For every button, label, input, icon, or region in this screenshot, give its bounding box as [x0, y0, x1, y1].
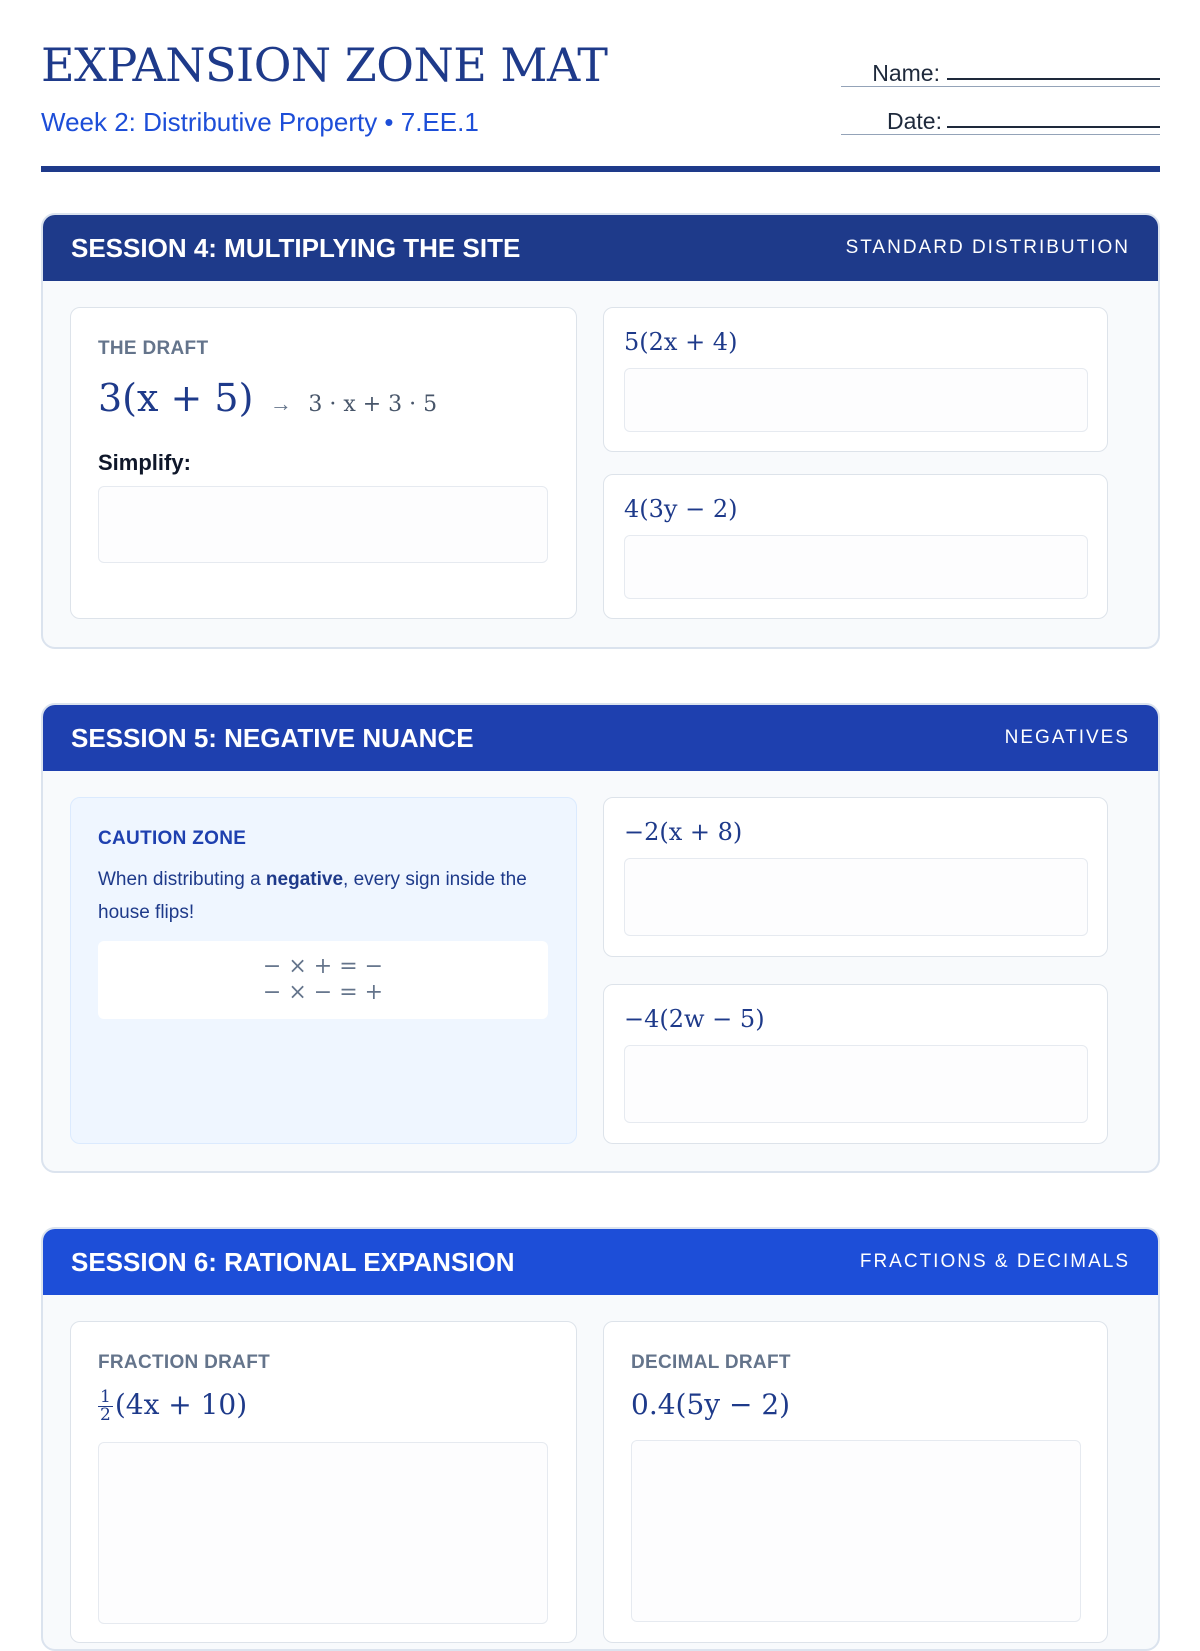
answer-box[interactable]: [631, 1440, 1081, 1622]
problem-card: [603, 307, 1108, 452]
draft-label: THE DRAFT: [98, 338, 209, 359]
session-4-tag: STANDARD DISTRIBUTION: [845, 237, 1130, 258]
problem-card: [603, 474, 1108, 619]
session-4-panel: [41, 213, 1160, 649]
fraction-numerator: 1: [100, 1387, 111, 1407]
name-blank-line: [947, 78, 1160, 80]
session-6-tag: FRACTIONS & DECIMALS: [859, 1251, 1130, 1272]
name-field[interactable]: [841, 56, 1160, 87]
header-divider: [41, 166, 1160, 172]
session-5-header: [43, 705, 1158, 771]
draft-card: [70, 307, 577, 619]
session-6-panel: [41, 1227, 1160, 1651]
decimal-draft-label: DECIMAL DRAFT: [631, 1352, 791, 1373]
problem-expression: −4(2w − 5): [624, 1005, 765, 1033]
name-label: Name:: [872, 60, 940, 86]
caution-emphasis: negative: [265, 869, 344, 890]
page-title: EXPANSION ZONE MAT: [41, 38, 608, 92]
sign-rules-box: [98, 941, 548, 1019]
worksheet-header: [41, 0, 1160, 173]
session-5-title: SESSION 5: NEGATIVE NUANCE: [71, 722, 474, 753]
draft-expression: 3(x + 5): [98, 376, 254, 420]
answer-box[interactable]: [98, 1442, 548, 1624]
session-5-tag: NEGATIVES: [1004, 727, 1130, 748]
decimal-expression: 0.4(5y − 2): [631, 1388, 791, 1421]
fraction-expression: [98, 1388, 247, 1424]
caution-label: CAUTION ZONE: [98, 828, 247, 849]
answer-box[interactable]: [624, 858, 1088, 936]
sign-rule: − × + = −: [262, 954, 384, 979]
problem-card: [603, 984, 1108, 1144]
worksheet-page: [41, 0, 1160, 1425]
problem-expression: 5(2x + 4): [624, 328, 738, 356]
session-4-header: [43, 215, 1158, 281]
sign-rule: − × − = +: [262, 980, 384, 1005]
draft-example: [98, 376, 437, 420]
fraction: [98, 1389, 113, 1424]
fraction-draft-card: [70, 1321, 577, 1643]
answer-box[interactable]: [624, 535, 1088, 599]
problem-expression: −2(x + 8): [624, 818, 743, 846]
session-4-title: SESSION 4: MULTIPLYING THE SITE: [71, 232, 521, 263]
session-5-panel: [41, 703, 1160, 1173]
simplify-label: Simplify:: [98, 450, 191, 475]
student-fields: [841, 56, 1160, 152]
caution-text: [98, 863, 553, 929]
answer-box[interactable]: [624, 1045, 1088, 1123]
fraction-draft-label: FRACTION DRAFT: [98, 1352, 271, 1373]
page-subtitle: Week 2: Distributive Property • 7.EE.1: [41, 107, 479, 137]
fraction-denominator: 2: [100, 1405, 111, 1425]
session-6-header: [43, 1229, 1158, 1295]
date-field[interactable]: [841, 104, 1160, 135]
draft-expanded: 3 · x + 3 · 5: [308, 392, 438, 417]
caution-text-part: , every sign inside the house flips!: [98, 869, 527, 923]
arrow-icon: →: [269, 391, 292, 416]
fraction-expression-body: (4x + 10): [114, 1388, 248, 1421]
caution-text-part: When distributing a: [98, 869, 266, 890]
decimal-draft-card: [603, 1321, 1108, 1643]
caution-card: [70, 797, 577, 1144]
answer-box[interactable]: [624, 368, 1088, 432]
draft-answer-box[interactable]: [98, 486, 548, 563]
problem-card: [603, 797, 1108, 957]
date-label: Date:: [887, 108, 942, 134]
session-6-title: SESSION 6: RATIONAL EXPANSION: [71, 1246, 515, 1277]
date-blank-line: [947, 126, 1160, 128]
problem-expression: 4(3y − 2): [624, 495, 738, 523]
